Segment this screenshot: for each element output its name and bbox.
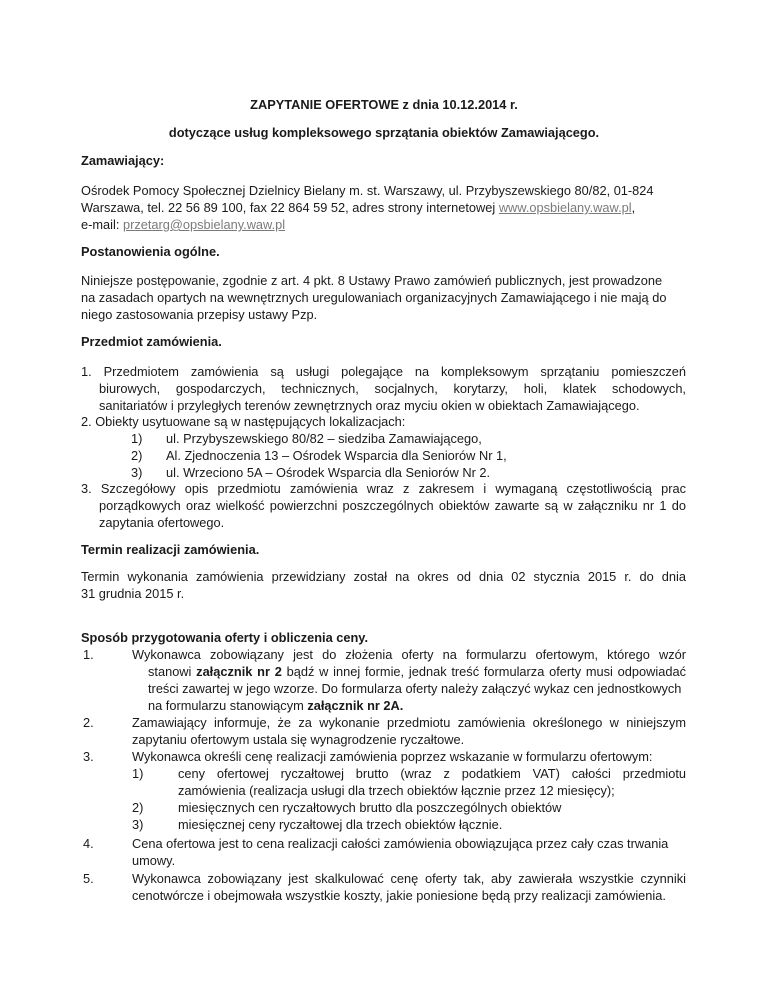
point-1-line	[148, 664, 686, 680]
list-item-1: 1. Przedmiotem zamówienia są usługi polegające na kompleksowym sprzątaniu pomieszczeń	[81, 364, 686, 379]
sub-number: 3)	[132, 817, 144, 832]
sub-line: ceny ofertowej ryczałtowej brutto (wraz z podatkiem VAT) całości przedmiotu	[178, 766, 686, 781]
point-number: 3.	[83, 749, 94, 764]
section-heading-postanowienia: Postanowienia ogólne.	[81, 244, 220, 259]
point-1-line: Wykonawca zobowiązany jest do złożenia oferty na formularzu ofertowym, którego wzór	[132, 647, 686, 662]
section-heading-termin: Termin realizacji zamówienia.	[81, 542, 260, 557]
point-4-line: Cena ofertowa jest to cena realizacji całości zamówienia obowiązująca przez cały czas trwania	[132, 836, 669, 851]
email-label: e-mail:	[81, 217, 120, 232]
contact-text: Warszawa, tel. 22 56 89 100, fax 22 864 59 52, adres strony internetowej	[81, 200, 496, 215]
document-subtitle: dotyczące usług kompleksowego sprzątania obiektów Zamawiającego.	[168, 125, 600, 140]
contact-line	[81, 200, 635, 216]
paragraph-line: na zasadach opartych na wewnętrznych uregulowaniach organizacyjnych Zamawiającego i nie mają do	[81, 290, 667, 305]
paragraph-line: Termin wykonania zamówienia przewidziany został na okres od dnia 02 stycznia 2015 r. do dnia	[81, 569, 686, 584]
text: na formularzu stanowiącym	[148, 698, 304, 713]
paragraph-line: Niniejsze postępowanie, zgodnie z art. 4 pkt. 8 Ustawy Prawo zamówień publicznych, jest prowadzone	[81, 273, 663, 288]
location-text: ul. Wrzeciono 5A – Ośrodek Wsparcia dla Seniorów Nr 2.	[166, 465, 491, 480]
paragraph-line: niego zastosowania przepisy ustawy Pzp.	[81, 307, 318, 322]
text: stanowi	[148, 664, 192, 679]
bold-reference: załącznik nr 2	[196, 664, 282, 679]
point-1-line	[148, 698, 403, 714]
sub-number: 2)	[132, 800, 144, 815]
location-text: Al. Zjednoczenia 13 – Ośrodek Wsparcia dla Seniorów Nr 1,	[166, 448, 507, 463]
point-1-line: treści zawartej w jego wzorze. Do formularza oferty należy załączyć wykaz cen jednostkowych	[148, 681, 682, 696]
text: bądź w innej formie, jednak treść formularza oferty musi odpowiadać	[286, 664, 686, 679]
location-text: ul. Przybyszewskiego 80/82 – siedziba Zamawiającego,	[166, 431, 482, 446]
location-number: 2)	[131, 448, 143, 463]
point-number: 5.	[83, 871, 94, 886]
point-4-line: umowy.	[132, 853, 176, 868]
point-3-line: Wykonawca określi cenę realizacji zamówienia poprzez wskazanie w formularzu ofertowym:	[132, 749, 653, 764]
point-5-line: cenotwórcze i obejmowała wszystkie koszty, jakie poniesione będą przy realizacji zamówienia.	[132, 888, 666, 903]
list-item-1-cont: sanitariatów i przyległych terenów zewnętrznych oraz myciu okien w obiektach Zamawiającego.	[99, 398, 640, 413]
location-number: 3)	[131, 465, 143, 480]
list-item-3-cont: zapytania ofertowego.	[99, 515, 225, 530]
point-number: 2.	[83, 715, 94, 730]
point-5-line: Wykonawca zobowiązany jest skalkulować cenę oferty tak, aby zawierała wszystkie czynniki	[132, 871, 686, 886]
email-line	[81, 217, 285, 233]
location-number: 1)	[131, 431, 143, 446]
section-heading-przedmiot: Przedmiot zamówienia.	[81, 334, 222, 349]
point-2-line: zapytaniu ofertowym ustala się wynagrodzenie ryczałtowe.	[132, 732, 465, 747]
list-item-2: 2. Obiekty usytuowane są w następujących lokalizacjach:	[81, 414, 406, 429]
document-title: ZAPYTANIE OFERTOWE z dnia 10.12.2014 r.	[250, 97, 518, 112]
point-number: 4.	[83, 836, 94, 851]
section-heading-zamawiajacy: Zamawiający:	[81, 153, 165, 168]
paragraph-line: 31 grudnia 2015 r.	[81, 586, 185, 601]
point-number: 1.	[83, 647, 94, 662]
comma: ,	[631, 200, 636, 215]
sub-line: zamówienia (realizacja usługi dla trzech obiektów łącznie przez 12 miesięcy);	[178, 783, 615, 798]
sub-line: miesięcznej ceny ryczałtowej dla trzech obiektów łącznie.	[178, 817, 503, 832]
list-item-3: 3. Szczegółowy opis przedmiotu zamówienia wraz z zakresem i wymaganą częstotliwością prac	[81, 481, 686, 496]
list-item-3-cont: porządkowych oraz wielkość powierzchni poszczególnych obiektów zawarte są w załączniku nr 1 do	[99, 498, 686, 513]
address-line: Ośrodek Pomocy Społecznej Dzielnicy Bielany m. st. Warszawy, ul. Przybyszewskiego 80/82, 01-824	[81, 183, 654, 198]
sub-line: miesięcznych cen ryczałtowych brutto dla poszczególnych obiektów	[178, 800, 562, 815]
email-link[interactable]: przetarg@opsbielany.waw.pl	[122, 217, 286, 232]
section-heading-sposob: Sposób przygotowania oferty i obliczenia ceny.	[81, 630, 369, 645]
list-item-1-cont: biurowych, gospodarczych, technicznych, socjalnych, korytarzy, holi, klatek schodowych,	[99, 381, 686, 396]
bold-reference: załącznik nr 2A.	[307, 698, 404, 713]
website-link[interactable]: www.opsbielany.waw.pl	[498, 200, 632, 215]
sub-number: 1)	[132, 766, 144, 781]
point-2-line: Zamawiający informuje, że za wykonanie przedmiotu zamówienia określonego w niniejszym	[132, 715, 686, 730]
